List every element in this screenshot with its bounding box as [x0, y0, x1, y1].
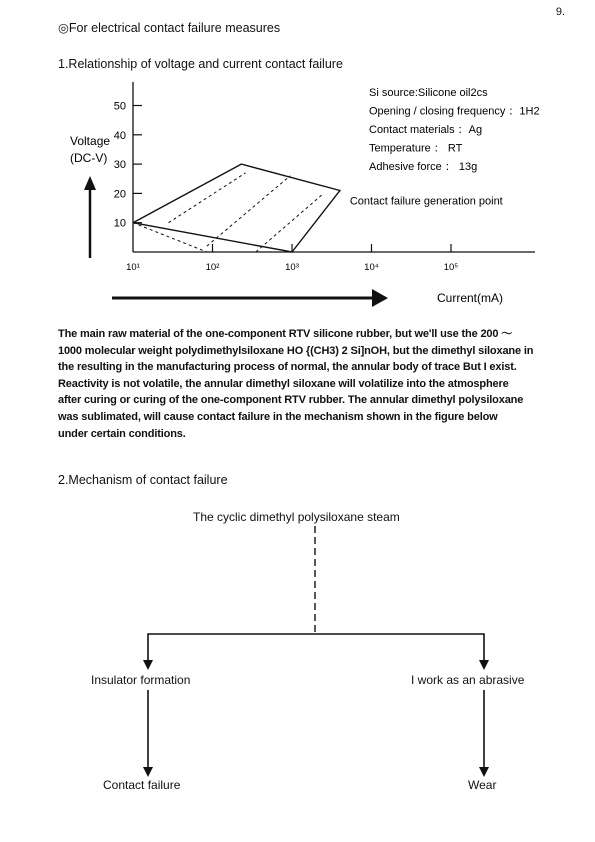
y-tick-label: 50: [113, 100, 126, 113]
arrow-down-icon: [143, 767, 153, 777]
arrow-down-icon: [479, 767, 489, 777]
test-condition: Temperature ： RT: [369, 142, 463, 155]
arrow-down-icon: [143, 660, 153, 670]
x-tick-label: 10⁴: [364, 262, 379, 273]
x-tick-label: 10¹: [126, 262, 140, 273]
test-condition: Opening / closing frequency ：1H2: [369, 105, 540, 118]
y-label-line2: (DC-V): [70, 151, 108, 165]
paragraph-line: Reactivity is not volatile, the annular dimethyl siloxane will volatilize into the atmosphere: [58, 377, 509, 390]
y-tick-label: 10: [113, 217, 126, 230]
x-tick-label: 10²: [205, 262, 220, 273]
section2-heading: 2.Mechanism of contact failure: [58, 473, 228, 487]
test-condition: Si source:Silicone oil2cs: [369, 87, 488, 99]
y-tick-label: 20: [113, 188, 126, 201]
paragraph-line: after curing or curing of the one-component RTV rubber. The annular dimethyl polysiloxane: [58, 394, 524, 407]
abrasive-node: I work as an abrasive: [411, 673, 525, 687]
x-tick-label: 10³: [285, 262, 299, 273]
wear-node: Wear: [468, 778, 497, 792]
paragraph-line: the resulting in the manufacturing process of normal, the annular body of trace But I exist.: [58, 361, 517, 374]
contact-failure-point-annotation: Contact failure generation point: [349, 195, 503, 208]
y-tick-label: 40: [113, 129, 126, 142]
insulator-formation-node: Insulator formation: [91, 673, 191, 687]
paragraph-line: 1000 molecular weight polydimethylsiloxane HO {(CH3) 2 Si]nOH, but the dimethyl siloxane in: [58, 344, 534, 357]
page-number: 9.: [555, 6, 565, 18]
y-tick-label: 30: [113, 159, 126, 172]
paragraph-line: was sublimated, will cause contact failure in the mechanism shown in the figure below: [58, 410, 498, 423]
paragraph-line: under certain conditions.: [58, 427, 186, 440]
steam-node: The cyclic dimethyl polysiloxane steam: [193, 510, 400, 524]
branch-connector: [148, 634, 484, 668]
paragraph-line: The main raw material of the one-component RTV silicone rubber, but we'll use the 200 ～: [58, 328, 513, 340]
test-condition: Adhesive force ： 13g: [369, 161, 478, 173]
document-title: ◎For electrical contact failure measures: [58, 21, 281, 35]
test-condition: Contact materials ：Ag: [369, 124, 483, 136]
y-label-line1: Voltage: [70, 134, 111, 148]
x-tick-label: 10⁵: [443, 262, 459, 273]
section1-heading: 1.Relationship of voltage and current contact failure: [58, 57, 343, 71]
contact-failure-node: Contact failure: [103, 778, 181, 792]
x-label: Current(mA): [437, 291, 504, 305]
arrow-down-icon: [479, 660, 489, 670]
